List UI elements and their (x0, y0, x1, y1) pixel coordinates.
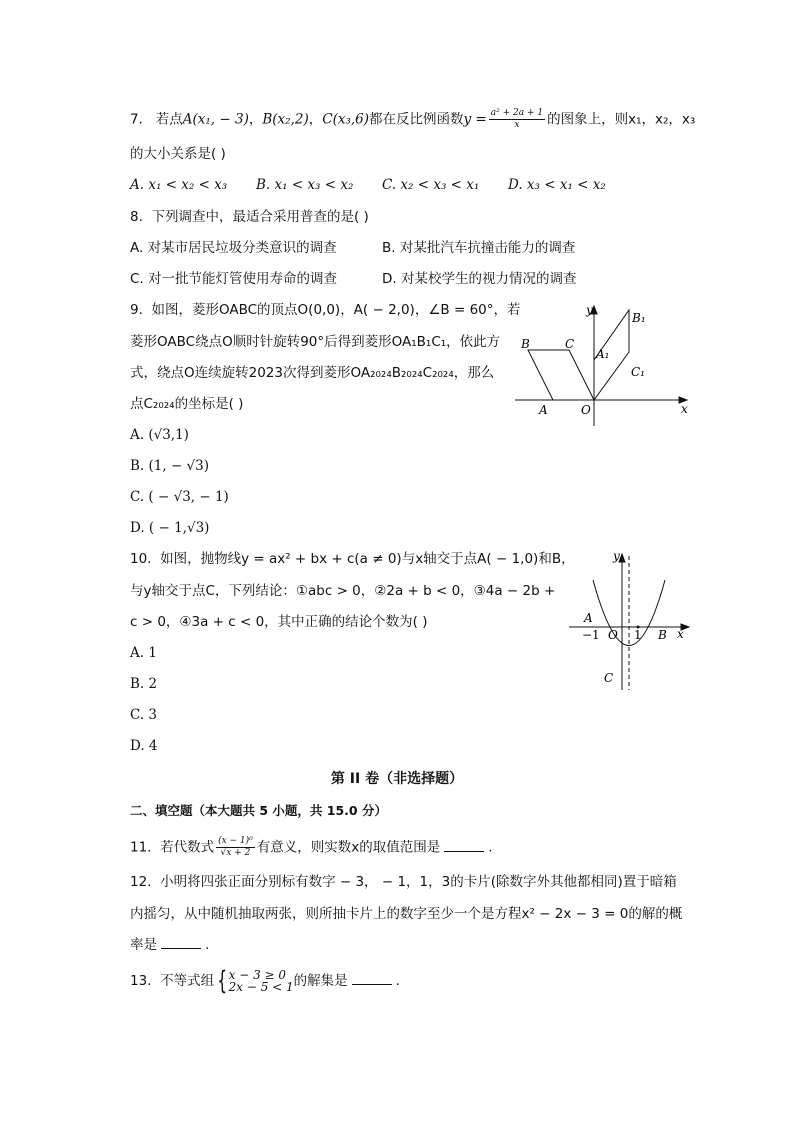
q7-point-a: A(x₁, − 3) (182, 111, 249, 128)
q10-label-c: C (604, 671, 614, 685)
q10-option-d[interactable]: D. 4 (130, 738, 158, 754)
section-2-title: 第 II 卷（非选择题） (330, 771, 464, 787)
q10-label-y: y (613, 549, 620, 563)
q10-label-b: B (658, 628, 667, 642)
q12-stem-text-1: 小明将四张正面分别标有数字 − 3， − 1，1，3的卡片(除数字外其他都相同)置于暗箱 (160, 874, 677, 890)
q11-answer-blank[interactable] (444, 839, 484, 852)
q7-option-b[interactable]: B. x₁ < x₃ < x₂ (256, 177, 354, 193)
q10-stem-line2: 与y轴交于点C，下列结论：①abc > 0，②2a + b < 0，③4a − 2b + (130, 583, 556, 599)
q7-fraction-numerator: a² + 2a + 1 (490, 108, 544, 118)
q8-option-c[interactable]: C. 对一批节能灯管使用寿命的调查 (130, 271, 338, 287)
q8-number: 8. (130, 209, 143, 225)
q13-number: 13. (130, 973, 152, 989)
q13-answer-blank[interactable] (352, 972, 392, 985)
q9-option-b[interactable]: B. (1, − √3) (130, 458, 210, 474)
q13-system (229, 969, 294, 993)
q12-stem-line2: 内摇匀，从中随机抽取两张，则所抽卡片上的数字至少一个是方程x² − 2x − 3 = 0的解的概 (130, 906, 683, 922)
q13-inequality-1: x − 3 ≥ 0 (228, 968, 287, 982)
q10-number: 10. (130, 551, 152, 567)
q7-point-b: B(x₂,2) (262, 111, 309, 128)
q10-label-a: A (584, 611, 593, 625)
q13-stem (130, 966, 400, 996)
q9-stem-text-1: 如图，菱形OABC的顶点O(0,0)，A( − 2,0)，∠B = 60°，若 (151, 302, 521, 318)
q10-stem-line1 (130, 550, 575, 568)
q11-fraction-denominator: √x + 2 (220, 848, 251, 858)
q9-stem-line1 (130, 301, 521, 319)
q13-post: 的解集是 (293, 973, 348, 989)
q8-stem-text: 下列调查中，最适合采用普查的是( ) (151, 209, 369, 225)
q13-pre: 不等式组 (160, 973, 215, 989)
q10-label-one: 1 (634, 628, 642, 642)
q12-end: . (205, 937, 210, 953)
q9-stem-line3: 式，绕点O连续旋转2023次得到菱形OA₂₀₂₄B₂₀₂₄C₂₀₂₄，那么 (130, 365, 495, 381)
q7-point-c: C(x₃,6) (322, 111, 370, 128)
q9-option-c[interactable]: C. ( − √3, − 1) (130, 489, 229, 505)
q7-fraction-denominator: x (514, 120, 520, 130)
q7-option-c[interactable]: C. x₂ < x₃ < x₁ (382, 177, 480, 193)
q7-fn-lhs: y = (463, 111, 487, 128)
q10-option-a[interactable]: A. 1 (130, 645, 157, 661)
q7-stem-line1: 7. 若点A(x₁, − 3)，B(x₂,2)，C(x₃,6)都在反比例函数y = $\frac{\text{a² + 2a + 1}}{x}$ 的图象上，则x₁，x₂，x₃ (130, 108, 696, 130)
q9-option-d[interactable]: D. ( − 1,√3) (130, 520, 210, 536)
q9-label-a: A (539, 403, 548, 417)
q10-option-c[interactable]: C. 3 (130, 707, 158, 723)
q9-label-a1: A₁ (596, 347, 610, 361)
q10-option-b[interactable]: B. 2 (130, 676, 158, 692)
q8-option-d[interactable]: D. 对某校学生的视力情况的调查 (382, 271, 577, 287)
q7-stem-line2: 的大小关系是( ) (130, 146, 226, 162)
q11-post: 有意义，则实数x的取值范围是 (256, 839, 441, 856)
q9-option-a[interactable]: A. (√3,1) (130, 427, 189, 443)
q10-label-x: x (677, 627, 684, 641)
q13-end: . (395, 973, 400, 989)
q12-stem-text-3: 率是 (130, 937, 157, 953)
q9-label-x: x (681, 402, 688, 416)
q9-number: 9. (130, 302, 143, 318)
section-2-subtitle: 二、填空题（本大题共 5 小题，共 15.0 分） (130, 803, 387, 818)
q12-stem-line3 (130, 936, 209, 954)
q10-y-arrow-icon (619, 554, 625, 562)
q10-stem-line3: c > 0，④3a + c < 0，其中正确的结论个数为( ) (130, 614, 428, 630)
q9-label-b1: B₁ (632, 311, 646, 325)
q7-number: 7. (130, 111, 143, 128)
q9-label-o: O (581, 403, 591, 417)
q9-label-b: B (521, 337, 530, 351)
q9-rhombus-figure (515, 300, 695, 430)
q8-option-a[interactable]: A. 对某市居民垃圾分类意识的调查 (130, 240, 337, 256)
q13-inequality-2: 2x − 5 < 1 (228, 980, 294, 994)
q9-label-c1: C₁ (631, 365, 645, 379)
q10-label-o: O (608, 628, 618, 642)
q11-pre: 若代数式 (160, 839, 215, 856)
q9-stem-line2: 菱形OABC绕点O顺时针旋转90°后得到菱形OA₁B₁C₁，依此方 (130, 334, 501, 350)
q11-number: 11. (130, 839, 152, 856)
q13-brace-icon: { (217, 966, 228, 996)
q7-fraction (489, 108, 545, 131)
q8-stem (130, 208, 369, 226)
q11-fraction-numerator: (x − 1)⁰ (218, 836, 253, 846)
q9-rhombus-oabc (528, 350, 594, 400)
q11-end: . (488, 839, 493, 856)
q7-intro: 若点 (155, 111, 183, 128)
q10-stem-text-1: 如图，抛物线y = ax² + bx + c(a ≠ 0)与x轴交于点A( − 1,0)和B， (160, 551, 575, 567)
q12-answer-blank[interactable] (161, 936, 201, 949)
q7-mid: 都在反比例函数 (369, 111, 464, 128)
q7-tail: 的图象上，则x₁，x₂，x₃ (547, 111, 696, 128)
q7-option-d[interactable]: D. x₃ < x₁ < x₂ (508, 177, 606, 193)
q11-fraction (216, 836, 255, 859)
q12-number: 12. (130, 874, 152, 890)
q9-label-y: y (586, 303, 593, 317)
q9-stem-line4: 点C₂₀₂₄的坐标是( ) (130, 396, 244, 412)
q7-option-a[interactable]: A. x₁ < x₂ < x₃ (130, 177, 228, 193)
q10-parabola-figure (565, 548, 695, 693)
q8-option-b[interactable]: B. 对某批汽车抗撞击能力的调查 (382, 240, 576, 256)
q12-stem-line1 (130, 873, 677, 891)
q10-label-minus-one: −1 (582, 628, 600, 642)
q11-stem (130, 836, 493, 859)
q9-label-c: C (565, 337, 575, 351)
